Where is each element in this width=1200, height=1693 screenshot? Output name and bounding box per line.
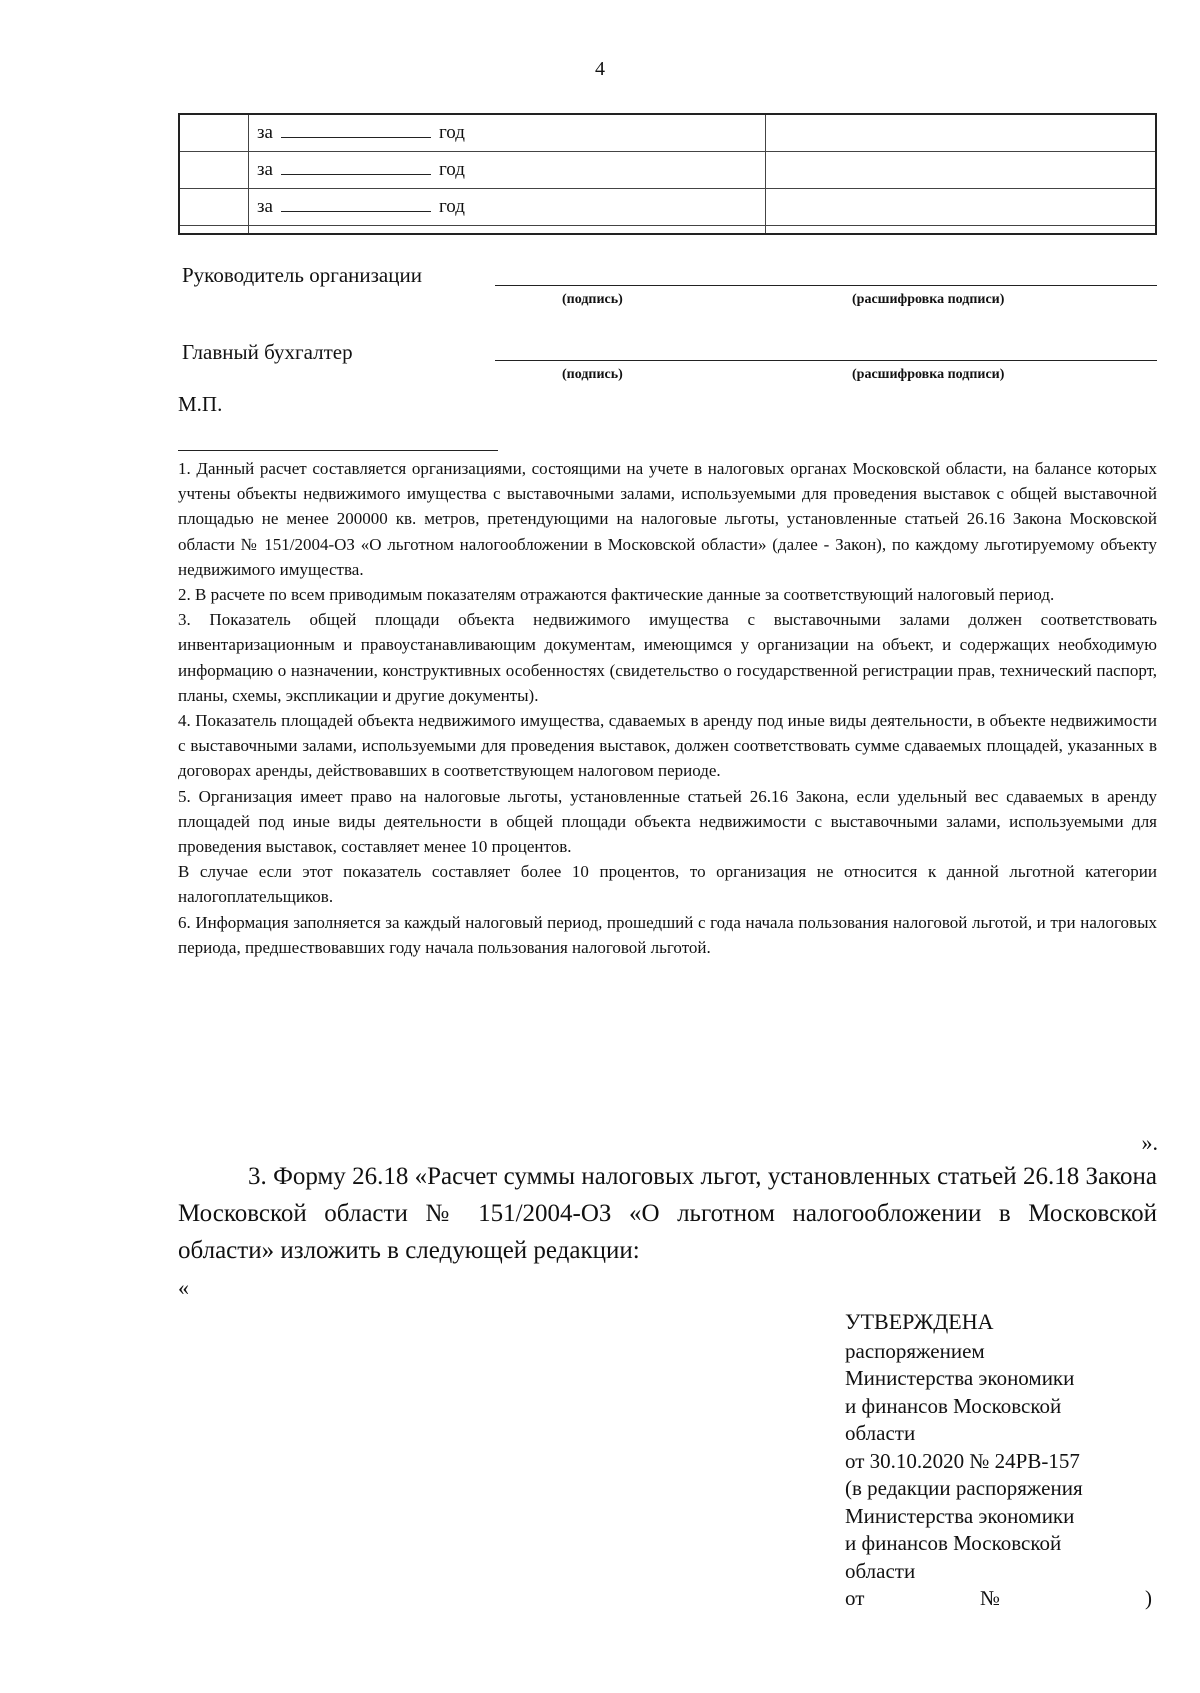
approval-line: и финансов Московской [845, 1393, 1062, 1418]
year-prefix: за [257, 159, 273, 180]
table-row [179, 114, 1156, 152]
approval-line: (в редакции распоряжения [845, 1476, 1083, 1500]
main-paragraph: 3. Форму 26.18 «Расчет суммы налоговых льгот, установленных статьей 26.18 Закона Московской области № 151/2004-ОЗ «О льготном налогообложении в Московской области» изложить в следующей редакции: [178, 1163, 1157, 1264]
approval-closing-paren: ) [1145, 1586, 1152, 1610]
table-cell-value [766, 189, 1157, 226]
approval-date-line [845, 1585, 1165, 1613]
table-cell-year [249, 189, 766, 226]
accountant-decode-caption: (расшифровка подписи) [852, 367, 1005, 382]
approval-line: и финансов Московской [845, 1531, 1062, 1555]
approval-line: распоряжением [845, 1338, 985, 1363]
head-signature-line [495, 285, 1157, 286]
table-cell-value [766, 114, 1157, 152]
approval-line: Министерства экономики [845, 1366, 1075, 1390]
year-prefix: за [257, 196, 273, 217]
year-table [178, 113, 1157, 235]
table-cell-year [249, 114, 766, 152]
year-suffix: год [438, 159, 465, 180]
footnote: 3. Показатель общей площади объекта недвижимого имущества с выставочными залами должен соответствовать инвентаризационным и правоустанавливающим документам, имеющимся у организации на объект, и содержащих необходимую информацию о назначении, конструктивных особенностях (свидетельство о государственной регистрации прав, технический паспорт, планы, схемы, экспликации и другие документы). [178, 610, 1157, 705]
table-cell-index [179, 189, 249, 226]
approval-line: области [845, 1558, 916, 1583]
table-row [179, 152, 1156, 189]
approval-date-prefix: от [845, 1586, 865, 1610]
footnote: 2. В расчете по всем приводимым показателям отражаются фактические данные за соответствующий налоговый период. [178, 585, 1055, 605]
table-cell-year [249, 152, 766, 189]
footnote: 1. Данный расчет составляется организациями, состоящими на учете в налоговых органах Московской области, на балансе которых учтены объекты недвижимого имущества с выставочными залами, используемыми для проведения выставок с общей выставочной площадью не менее 200000 кв. метров, претендующими на налоговые льготы, установленные статьей 26.16 Закона Московской области № 151/2004-ОЗ «О льготном налогообложении в Московской области» (далее - Закон), по каждому льготируемому объекту недвижимого имущества. [178, 459, 1157, 579]
table-cell-value [766, 152, 1157, 189]
closing-quote: ». [1141, 1130, 1158, 1155]
year-blank [281, 123, 431, 138]
head-signature-caption: (подпись) [562, 292, 623, 307]
year-suffix: год [438, 122, 465, 143]
approval-line: области [845, 1421, 916, 1445]
year-prefix: за [257, 122, 273, 143]
accountant-signature-line [495, 360, 1157, 361]
table-row-empty [179, 226, 1156, 235]
footnotes [178, 456, 1157, 960]
footnote: 4. Показатель площадей объекта недвижимого имущества, сдаваемых в аренду под иные виды деятельности, в объекте недвижимости с выставочными залами, используемыми для проведения выставок, должен соответствовать сумме сдаваемых площадей, указанных в договорах аренды, действовавших в соответствующем налоговом периоде. [178, 711, 1157, 781]
head-label: Руководитель организации [182, 263, 422, 287]
footnote: В случае если этот показатель составляет более 10 процентов, то организация не относится к данной льготной категории налогоплательщиков. [178, 862, 1157, 907]
footnote: 5. Организация имеет право на налоговые льготы, установленные статьей 26.16 Закона, если удельный вес сдаваемых в аренду площадей под иные виды деятельности в общей площади объекта недвижимости с выставочными залами, используемыми для проведения выставок, составляет менее 10 процентов. [178, 786, 1157, 857]
footnote-divider [178, 450, 498, 451]
year-suffix: год [438, 196, 465, 217]
approval-number-sign: № [980, 1586, 1001, 1610]
accountant-label: Главный бухгалтер [182, 340, 353, 364]
approval-title: УТВЕРЖДЕНА [845, 1309, 994, 1334]
table-cell-index [179, 152, 249, 189]
accountant-signature-caption: (подпись) [562, 367, 623, 382]
head-decode-caption: (расшифровка подписи) [852, 292, 1005, 307]
table-cell-index [179, 114, 249, 152]
opening-quote: « [178, 1275, 189, 1300]
year-blank [281, 197, 431, 212]
approval-line: Министерства экономики [845, 1503, 1075, 1528]
approval-line: от 30.10.2020 № 24РВ-157 [845, 1448, 1080, 1473]
table-row [179, 189, 1156, 226]
footnote: 6. Информация заполняется за каждый налоговый период, прошедший с года начала пользования налоговой льготой, и три налоговых периода, предшествовавших году начала пользования налоговой льготой. [178, 912, 1157, 957]
seal-label: М.П. [178, 392, 223, 416]
year-blank [281, 160, 431, 175]
approval-block [845, 1308, 1165, 1613]
page-number: 4 [595, 58, 605, 80]
